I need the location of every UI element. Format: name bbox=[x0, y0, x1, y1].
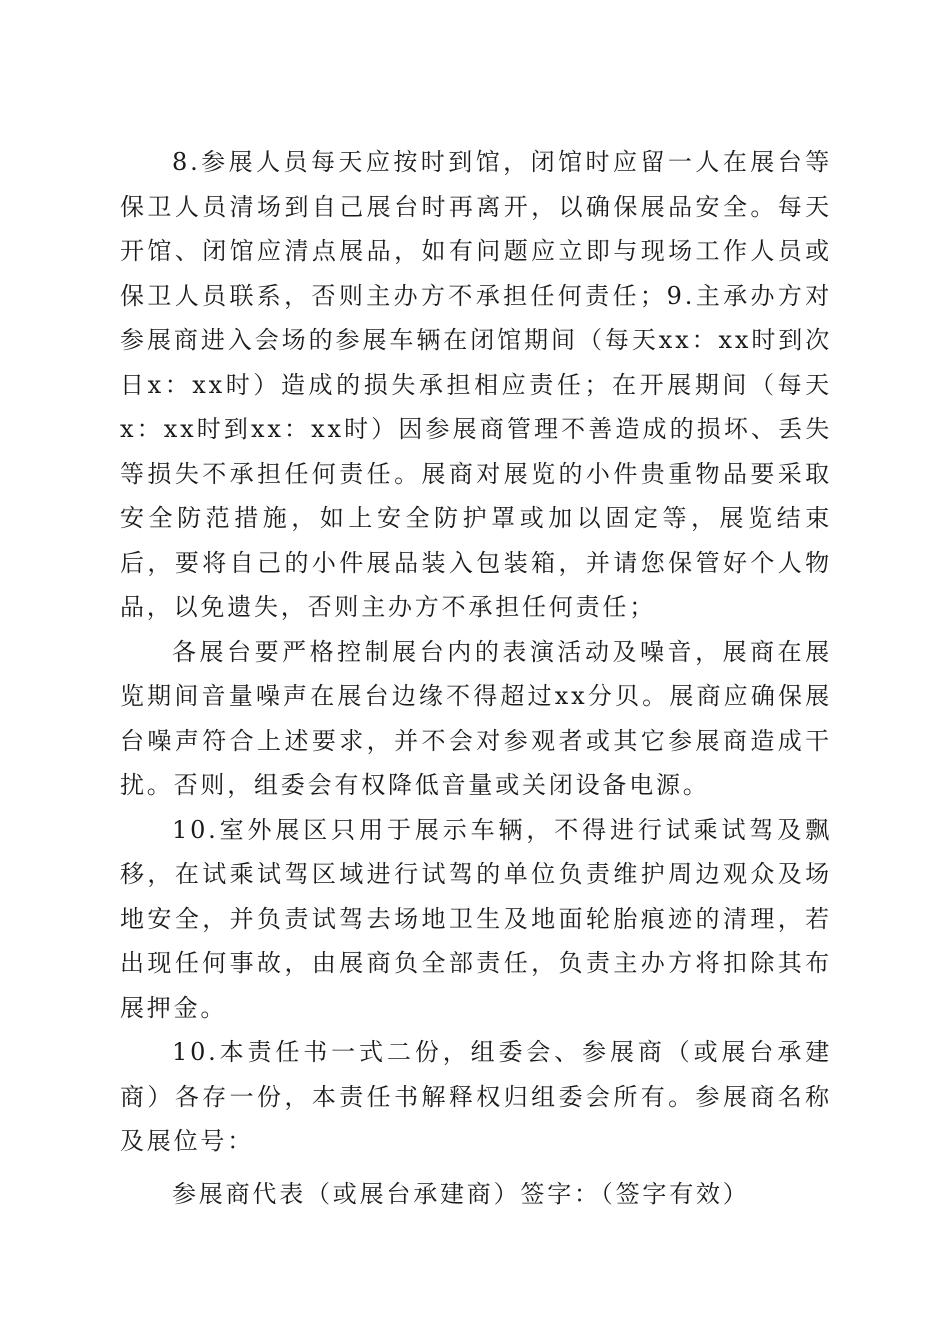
document-body bbox=[120, 140, 832, 1216]
paragraph-outdoor-area: 10.室外展区只用于展示车辆，不得进行试乘试驾及飘移，在试乘试驾区域进行试驾的单位负责维护周边观众及场地安全，并负责试驾去场地卫生及地面轮胎痕迹的清理，若出现任何事故，由展商负全部责任，负责主办方将扣除其布展押金。 bbox=[120, 815, 832, 1022]
signature-line: 参展商代表（或展台承建商）签字：（签字有效） bbox=[172, 1179, 750, 1208]
paragraph-copies: 10.本责任书一式二份，组委会、参展商（或展台承建商）各存一份，本责任书解释权归组委会所有。参展商名称及展位号： bbox=[120, 1038, 832, 1155]
paragraph-exhibitor-duties: 8.参展人员每天应按时到馆，闭馆时应留一人在展台等保卫人员清场到自己展台时再离开，以确保展品安全。每天开馆、闭馆应清点展品，如有问题应立即与现场工作人员或保卫人员联系，否则主办方不承担任何责任；9.主承办方对参展商进入会场的参展车辆在闭馆期间（每天xx：xx时到次日x：xx时）造成的损失承担相应责任；在开展期间（每天x：xx时到xx：xx时）因参展商管理不善造成的损坏、丢失等损失不承担任何责任。展商对展览的小件贵重物品要采取安全防范措施，如上安全防护罩或加以固定等，展览结束后，要将自己的小件展品装入包装箱，并请您保管好个人物品，以免遗失，否则主办方不承担任何责任； bbox=[120, 148, 832, 621]
paragraph-noise-control: 各展台要严格控制展台内的表演活动及噪音，展商在展览期间音量噪声在展台边缘不得超过xx分贝。展商应确保展台噪声符合上述要求，并不会对参观者或其它参展商造成干扰。否则，组委会有权降低音量或关闭设备电源。 bbox=[120, 637, 832, 799]
